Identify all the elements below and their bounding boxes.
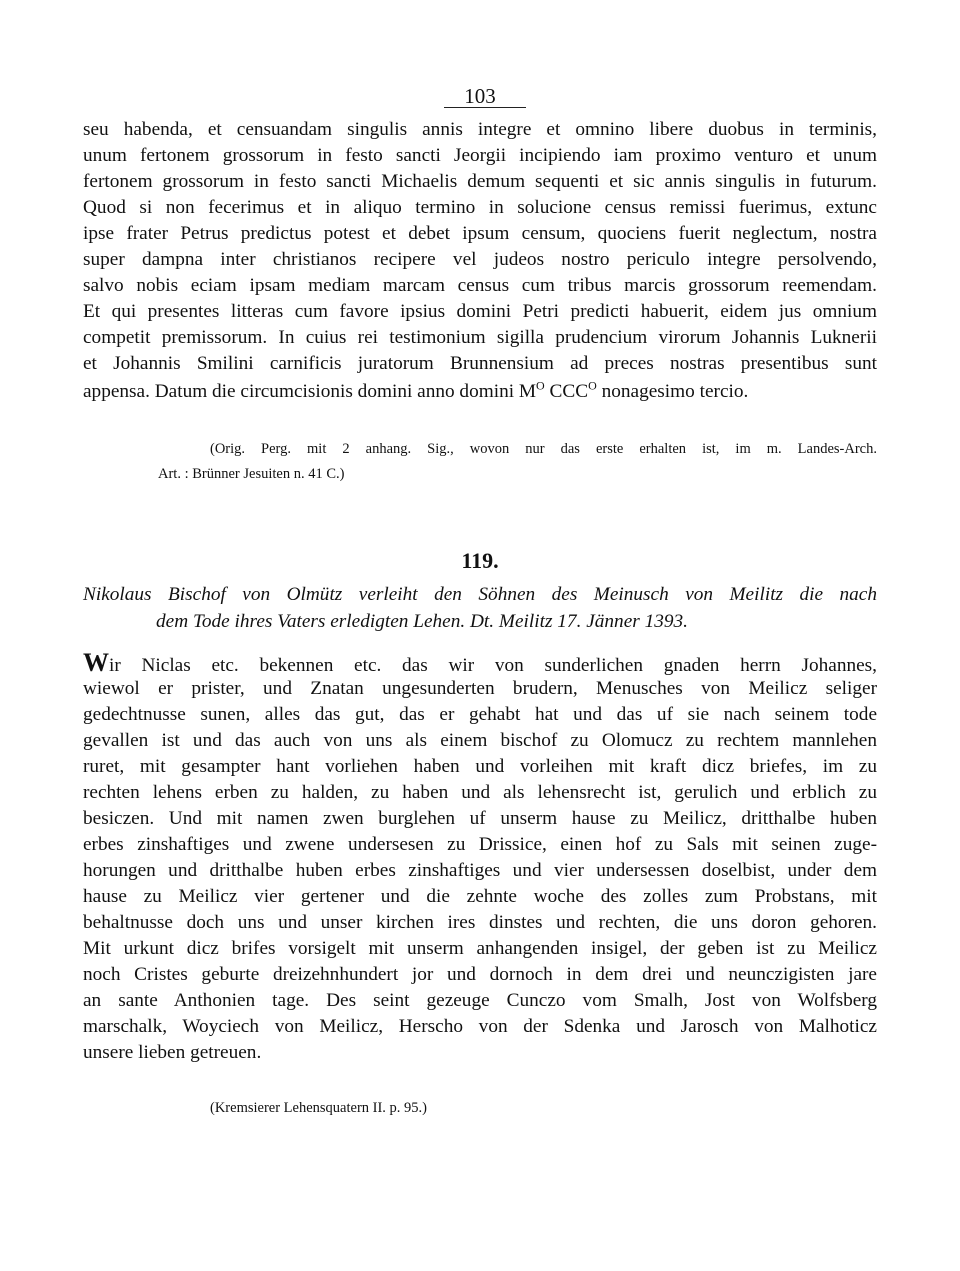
text-line: fertonem grossorum in festo sancti Michaelis demum sequenti et sic annis singulis in futurum. [83, 171, 877, 192]
text-line: et Johannis Smilini carnificis juratorum Brunnensium ad preces nostras presentibus sunt [83, 353, 877, 374]
source-note-line: (Orig. Perg. mit 2 anhang. Sig., wovon nur das erste erhalten ist, im m. Landes-Arch. [210, 441, 877, 457]
text-line: noch Cristes geburte dreizehnhundert jor und dornoch in dem drei und neunczigisten jare [83, 964, 877, 985]
text-line: marschalk, Woyciech von Meilicz, Herscho von der Sdenka und Jarosch von Malhoticz [83, 1016, 877, 1037]
text-line: Mit urkunt dicz brifes vorsigelt mit unserm anhangenden insigel, der geben ist zu Meilicz [83, 938, 877, 959]
text-line: gevallen ist und das auch von uns als einem bischof zu Olomucz zu rechtem mannlehen [83, 730, 877, 751]
text-line: unum fertonem grossorum in festo sancti Jeorgii incipiendo iam proximo venturo et unum [83, 145, 877, 166]
text-line: gedechtnusse sunen, alles das gut, das er gehabt hat und das uf sie nach seinem tode [83, 704, 877, 725]
text-line: besiczen. Und mit namen zwen burglehen uf unserm hause zu Meilicz, dritthalbe huben [83, 808, 877, 829]
text-line: unsere lieben getreuen. [83, 1042, 262, 1063]
text-line: seu habenda, et censuandam singulis annis integre et omnino libere duobus in terminis, [83, 119, 877, 140]
page-number-rule [444, 107, 526, 108]
text-line: competit premissorum. In cuius rei testimonium sigilla prudencium virorum Johannis Luknerii [83, 327, 877, 348]
initial-letter: W [83, 648, 109, 677]
text-line: behaltnusse doch uns und unser kirchen ires dinstes und rechten, die uns doron gehoren. [83, 912, 877, 933]
source-note-line: (Kremsierer Lehensquatern II. p. 95.) [210, 1100, 428, 1116]
text-line-first: Wir Niclas etc. bekennen etc. das wir von sunderlichen gnaden herrn Johannes, [83, 648, 877, 677]
text-line: salvo nobis eciam ipsam mediam marcam census cum tribus marcis grossorum reemendam. [83, 275, 877, 296]
text-line: Quod si non fecerimus et in aliquo termino in solucione census remissi fuerimus, extunc [83, 197, 877, 218]
text-line: Et qui presentes litteras cum favore ipsius domini Petri predicti habuerit, eidem jus omnium [83, 301, 877, 322]
text-line: hause zu Meilicz vier gertener und die zehnte woche des zolles zum Probstans, mit [83, 886, 877, 907]
text-line: ruret, mit gesampter hant vorliehen haben und vorleihen mit kraft dicz briefes, im zu [83, 756, 877, 777]
text-line: ipse frater Petrus predictus potest et debet ipsum censum, quociens fuerit neglectum, nostra [83, 223, 877, 244]
charter-number: 119. [461, 548, 499, 573]
text-line: an sante Anthonien tage. Des seint gezeuge Cunczo vom Smalh, Jost von Wolfsberg [83, 990, 877, 1011]
text-line: rechten lehens erben zu halden, zu haben und als lehensrecht ist, gerulich und erblich zu [83, 782, 877, 803]
source-note-line: Art. : Brünner Jesuiten n. 41 C.) [158, 466, 345, 482]
page-number: 103 [464, 84, 496, 108]
text-line: wiewol er prister, und Znatan ungesunderten brudern, Menusches von Meilicz seliger [83, 678, 877, 699]
text-line: super dampna inter christianos recipere vel judeos nostro periculo integre persolvendo, [83, 249, 877, 270]
text-line: erbes zinshaftiges und zwene undersesen zu Drissice, einen hof zu Sals mit seinen zuge- [83, 834, 877, 855]
charter-regest-line: dem Tode ihres Vaters erledigten Lehen. Dt. Meilitz 17. Jänner 1393. [156, 611, 688, 632]
text-line: horungen und dritthalbe huben erbes zinshaftiges und vier undersessen doselbist, under dem [83, 860, 877, 881]
charter-regest-line: Nikolaus Bischof von Olmütz verleiht den Söhnen des Meinusch von Meilitz die nach [83, 584, 877, 605]
text-line-dating: appensa. Datum die circumcisionis domini anno domini $M^O$ $CCC^O$ nonagesimo tercio. [83, 378, 749, 402]
